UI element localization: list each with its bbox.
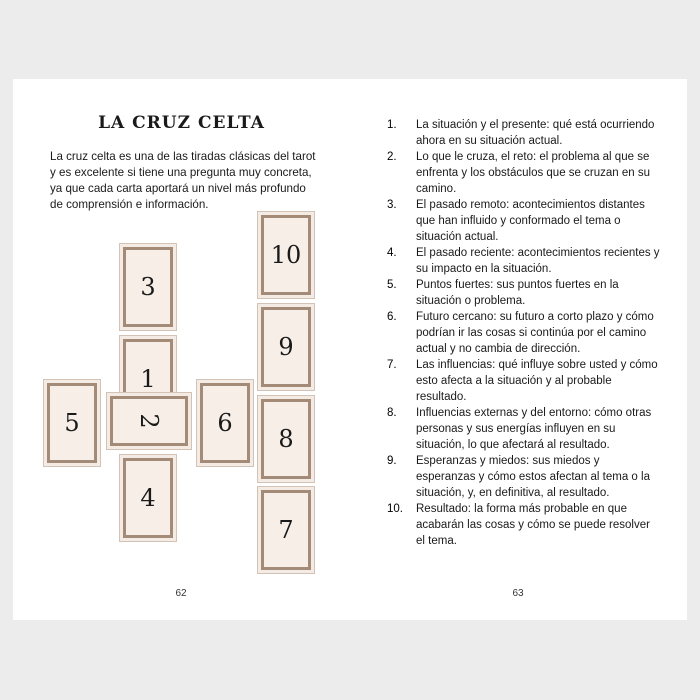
item-text: El pasado reciente: acontecimientos recientes y su impacto en la situación. — [416, 247, 660, 275]
list-item — [350, 453, 687, 501]
card-8: 8 — [261, 399, 311, 479]
item-number: 8. — [387, 407, 397, 419]
page-title: LA CRUZ CELTA — [98, 113, 265, 133]
item-number: 2. — [387, 151, 397, 163]
list-item — [350, 197, 687, 245]
item-number: 1. — [387, 119, 397, 131]
book-spread — [13, 79, 687, 620]
page-number-left: 62 — [175, 588, 187, 599]
left-page — [13, 79, 350, 620]
right-page — [350, 79, 687, 620]
list-item — [350, 117, 687, 149]
list-item — [350, 405, 687, 453]
page-number-right: 63 — [512, 588, 524, 599]
item-number: 3. — [387, 199, 397, 211]
card-1: 1 — [123, 339, 173, 419]
card-7: 7 — [261, 490, 311, 570]
item-text: Influencias externas y del entorno: cómo otras personas y sus energías influyen en su situación, lo que afectará al resultado. — [416, 407, 652, 451]
card-2: 2 — [110, 396, 188, 446]
item-number: 9. — [387, 455, 397, 467]
list-item — [350, 501, 687, 549]
list-item — [350, 245, 687, 277]
item-text: Resultado: la forma más probable en que acabarán las cosas y cómo se puede resolver el tema. — [416, 503, 650, 547]
list-item — [350, 149, 687, 197]
item-text: La situación y el presente: qué está ocurriendo ahora en su situación actual. — [416, 119, 655, 147]
card-9: 9 — [261, 307, 311, 387]
position-list — [350, 117, 687, 549]
card-4: 4 — [123, 458, 173, 538]
item-text: Las influencias: qué influye sobre usted y cómo esto afecta a la situación y al probable resultado. — [416, 359, 658, 403]
list-item — [350, 277, 687, 309]
card-3: 3 — [123, 247, 173, 327]
list-item — [350, 357, 687, 405]
item-number: 6. — [387, 311, 397, 323]
item-number: 5. — [387, 279, 397, 291]
item-number: 7. — [387, 359, 397, 371]
card-10: 10 — [261, 215, 311, 295]
item-text: Lo que le cruza, el reto: el problema al que se enfrenta y los obstáculos que se cruzan en su camino. — [416, 151, 650, 195]
item-text: Futuro cercano: su futuro a corto plazo y cómo podrían ir las cosas si continúa por el camino actual y no cambia de dirección. — [416, 311, 654, 355]
item-number: 10. — [387, 503, 403, 515]
card-5: 5 — [47, 383, 97, 463]
card-6: 6 — [200, 383, 250, 463]
list-item — [350, 309, 687, 357]
intro-paragraph: La cruz celta es una de las tiradas clásicas del tarot y es excelente si tiene una pregunta muy concreta, ya que cada carta aportará un nivel más profundo de comprensión e información. — [50, 150, 316, 211]
item-text: Puntos fuertes: sus puntos fuertes en la situación o problema. — [416, 279, 619, 307]
item-number: 4. — [387, 247, 397, 259]
item-text: Esperanzas y miedos: sus miedos y esperanzas y cómo estos afectan al tema o la situación, y, en definitiva, al resultado. — [416, 455, 650, 499]
item-text: El pasado remoto: acontecimientos distantes que han influido y conformado el tema o situación actual. — [416, 199, 645, 243]
